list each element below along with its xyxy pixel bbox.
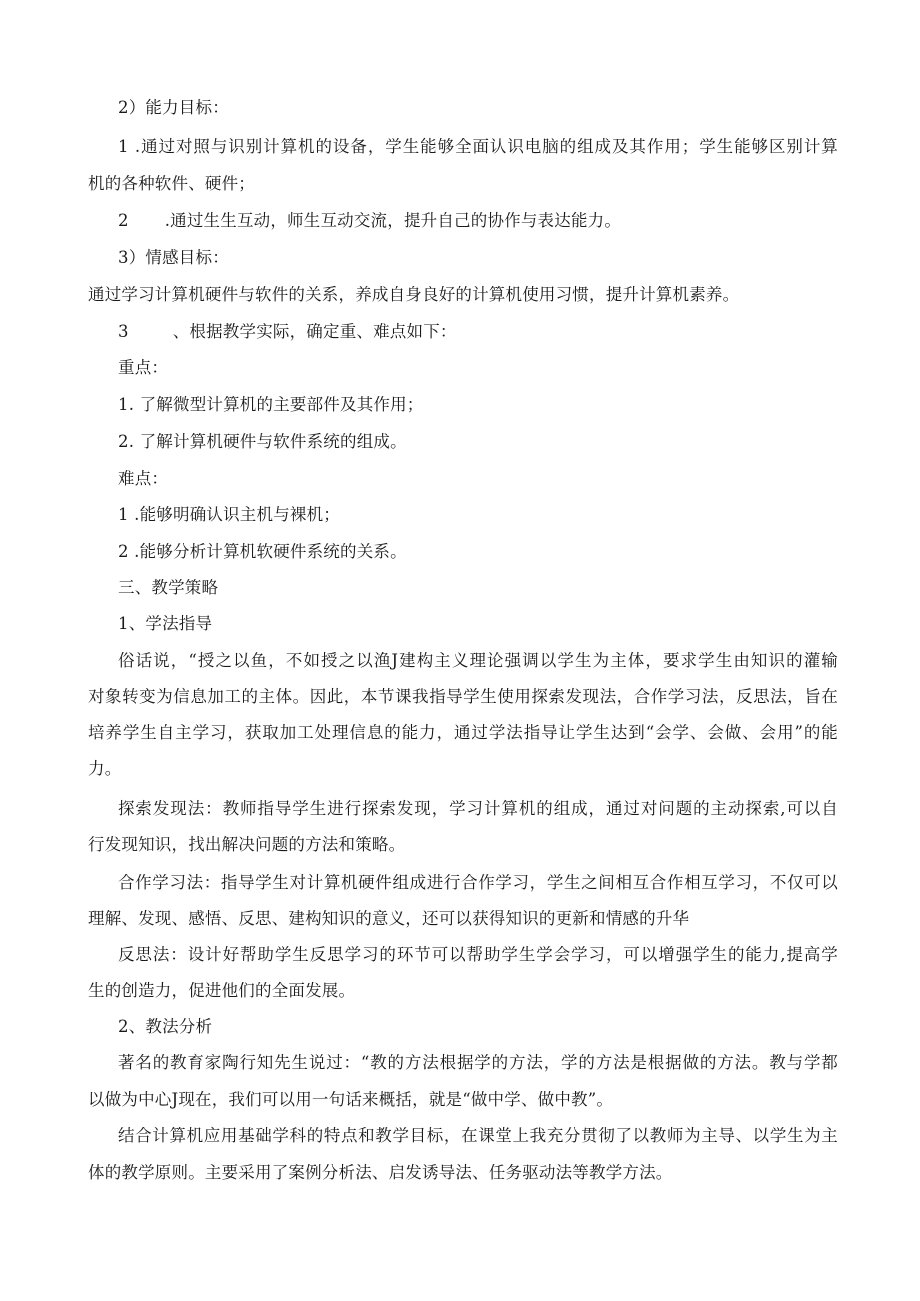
focus-intro — [118, 322, 838, 342]
explore-method-line-2: 行发现知识，找出解决问题的方法和策略。 — [88, 835, 406, 854]
ability-item-1-line-2: 机的各种软件、硬件； — [88, 174, 255, 193]
focus-intro-text: 、根据教学实际，确定重、难点如下： — [172, 322, 457, 341]
difficult-point-1: 1 .能够明确认识主机与裸机； — [118, 505, 340, 524]
study-method-heading: 1、学法指导 — [118, 614, 213, 633]
focus-intro-number: 3 — [118, 322, 129, 341]
difficult-point-2: 2 .能够分析计算机软硬件系统的关系。 — [118, 542, 407, 561]
combine-line-1: 结合计算机应用基础学科的特点和教学目标，在课堂上我充分贯彻了以教师为主导、以学生为主 — [118, 1126, 838, 1145]
ability-item-1-text: .通过对照与识别计算机的设备，学生能够全面认识电脑的组成及其作用；学生能够区别计算 — [134, 137, 838, 156]
teach-method-heading: 2、教法分析 — [118, 1017, 213, 1036]
strategy-heading: 三、教学策略 — [118, 578, 219, 597]
coop-method-line-2: 理解、发现、感悟、反思、建构知识的意义，还可以获得知识的更新和情感的升华 — [88, 909, 690, 928]
key-point-1: 1. 了解微型计算机的主要部件及其作用； — [118, 395, 424, 414]
study-paragraph-line-4: 力。 — [88, 759, 122, 778]
study-paragraph-line-3: 培养学生自主学习，获取加工处理信息的能力，通过学法指导让学生达到“会学、会做、会用”的能 — [88, 723, 838, 742]
emotion-goals-heading: 3）情感目标： — [118, 248, 229, 267]
key-point-2: 2. 了解计算机硬件与软件系统的组成。 — [118, 432, 407, 451]
difficult-points-heading: 难点： — [118, 469, 169, 488]
ability-item-2-text: .通过生生互动，师生互动交流，提升自己的协作与表达能力。 — [164, 211, 622, 230]
ability-item-2 — [118, 211, 838, 231]
ability-goals-heading: 2）能力目标： — [118, 98, 229, 117]
tao-quote-line-1: 著名的教育家陶行知先生说过：“教的方法根据学的方法，学的方法是根据做的方法。教与学都 — [118, 1053, 838, 1072]
ability-item-1-line-1 — [118, 137, 838, 157]
reflect-method-line-2: 生的创造力，促进他们的全面发展。 — [88, 981, 356, 1000]
emotion-goals-text: 通过学习计算机硬件与软件的关系，养成自身良好的计算机使用习惯，提升计算机素养。 — [88, 285, 740, 304]
coop-method-line-1: 合作学习法：指导学生对计算机硬件组成进行合作学习，学生之间相互合作相互学习，不仅可以 — [118, 873, 838, 892]
ability-item-1-number: 1 — [118, 137, 129, 156]
explore-method-line-1: 探索发现法：教师指导学生进行探索发现，学习计算机的组成，通过对问题的主动探索,可以自 — [118, 799, 838, 818]
combine-line-2: 体的教学原则。主要采用了案例分析法、启发诱导法、任务驱动法等教学方法。 — [88, 1163, 673, 1182]
study-paragraph-line-2: 对象转变为信息加工的主体。因此，本节课我指导学生使用探索发现法，合作学习法，反思法，旨在 — [88, 687, 838, 706]
key-points-heading: 重点： — [118, 358, 169, 377]
tao-quote-line-2: 以做为中心J现在，我们可以用一句话来概括，就是“做中学、做中教”。 — [88, 1090, 614, 1109]
ability-item-2-number: 2 — [118, 211, 129, 230]
reflect-method-line-1: 反思法：设计好帮助学生反思学习的环节可以帮助学生学会学习，可以增强学生的能力,提高学 — [118, 945, 838, 964]
study-paragraph-line-1: 俗话说，“授之以鱼，不如授之以渔J建构主义理论强调以学生为主体，要求学生由知识的灌输 — [118, 651, 838, 670]
